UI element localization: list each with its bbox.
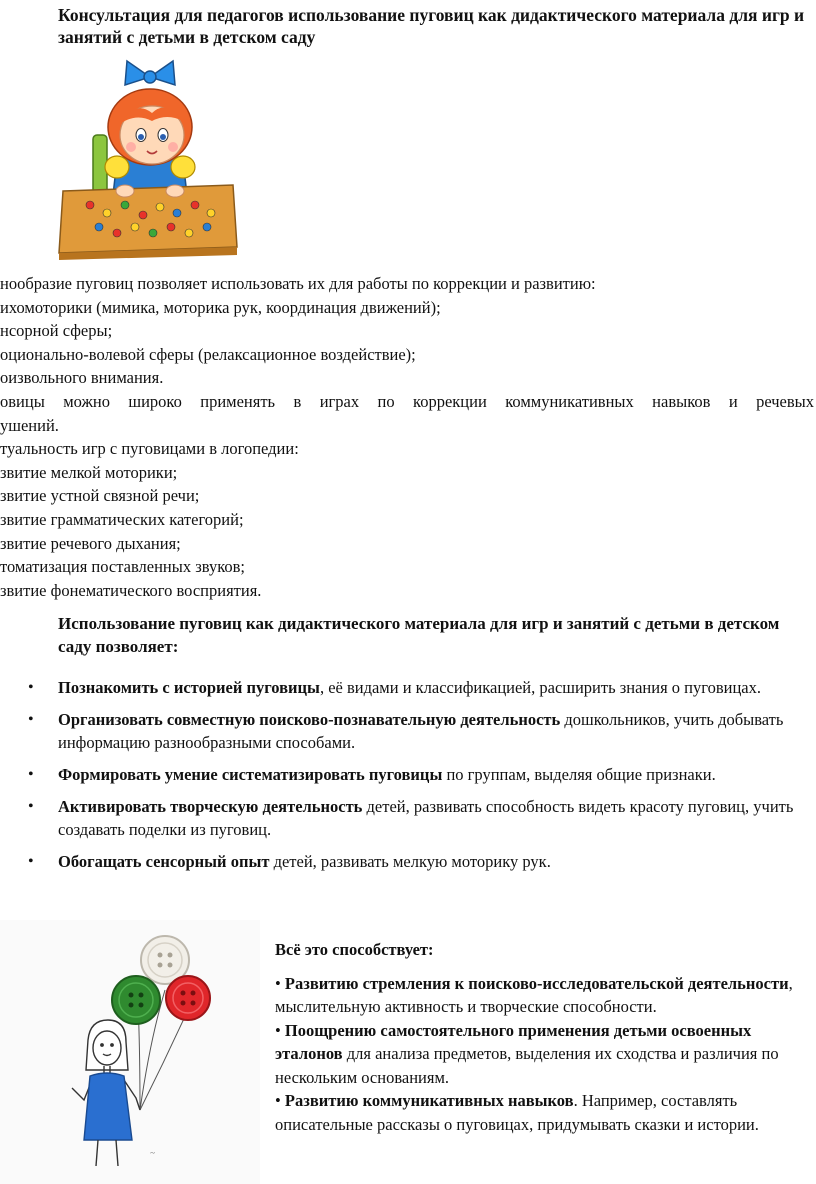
- text-line: звитие речевого дыхания;: [0, 533, 181, 553]
- text-line: звитие мелкой моторики;: [0, 462, 178, 482]
- text-line: нсорной сферы;: [0, 321, 113, 341]
- benefits-list: [0, 676, 816, 882]
- text-line: оизвольного внимания.: [0, 368, 164, 388]
- summary-item: • Развитию стремления к поисково-исследовательской деятельности, мыслительную активность и творческие способности.: [275, 973, 793, 1016]
- girl-with-button-board-illustration: [55, 55, 245, 260]
- list-item: [0, 795, 816, 841]
- summary-item-text: для анализа предметов, выделения их сходства и различия по нескольким основаниям.: [275, 1044, 779, 1087]
- summary-item-bold: Развитию стремления к поисково-исследовательской деятельности: [284, 973, 789, 993]
- summary-item-text: , мыслительную активность и творческие способности.: [275, 973, 793, 1016]
- text-line: звитие фонематического восприятия.: [0, 580, 262, 600]
- girl-with-button-balloons-illustration: [0, 920, 260, 1184]
- list-item-bold: Активировать творческую деятельность: [58, 797, 363, 816]
- list-item-bold: Обогащать сенсорный опыт: [58, 852, 270, 871]
- summary-title: Всё это способствует:: [275, 940, 434, 959]
- list-item-text: дошкольников, учить добывать информацию разнообразными способами.: [58, 710, 784, 752]
- section-subtitle: Использование пуговиц как дидактического материала для игр и занятий с детьми в детском саду позволяет:: [58, 614, 780, 656]
- summary-item: • Поощрению самостоятельного применения детьми освоенных эталонов для анализа предметов, выделения их сходства и различия по нескольким основаниям.: [275, 1020, 779, 1087]
- text-line: звитие грамматических категорий;: [0, 509, 244, 529]
- list-item-bold: Формировать умение систематизировать пуговицы: [58, 765, 443, 784]
- summary-item: • Развитию коммуникативных навыков. Например, составлять описательные рассказы о пуговицах, придумывать сказки и истории.: [275, 1091, 759, 1134]
- text-line: оционально-волевой сферы (релаксационное воздействие);: [0, 344, 416, 364]
- list-item-text: детей, развивать способность видеть красоту пуговиц, учить создавать поделки из пуговиц.: [58, 797, 794, 839]
- svg-text:~: ~: [150, 1148, 155, 1158]
- list-item-bold: Познакомить с историей пуговицы: [58, 678, 320, 697]
- text-line: туальность игр с пуговицами в логопедии:: [0, 439, 299, 459]
- list-item-bold: Организовать совместную поисково-познавательную деятельность: [58, 710, 561, 729]
- summary-item-text: . Например, составлять описательные рассказы о пуговицах, придумывать сказки и истории.: [275, 1091, 759, 1134]
- text-line: ихомоторики (мимика, моторика рук, координация движений);: [0, 297, 441, 317]
- list-item-text: по группам, выделяя общие признаки.: [442, 765, 716, 784]
- list-item: [0, 676, 816, 699]
- list-item-text: детей, развивать мелкую моторику рук.: [269, 852, 551, 871]
- summary-item-bold: Поощрению самостоятельного применения детьми освоенных эталонов: [275, 1020, 752, 1063]
- text-line: нообразие пуговиц позволяет использовать их для работы по коррекции и развитию:: [0, 274, 596, 293]
- list-item-text: , её видами и классификацией, расширить знания о пуговицах.: [319, 678, 762, 697]
- summary-column: [275, 938, 805, 1136]
- summary-item-bold: Развитию коммуникативных навыков: [284, 1091, 574, 1110]
- intro-text-block: [0, 272, 816, 602]
- text-line: ушений.: [0, 415, 59, 435]
- list-item: [0, 708, 816, 754]
- list-item: [0, 763, 816, 786]
- text-line-justified: овицы можно широко применять в играх по коррекции коммуникативных навыков и речевых: [0, 391, 814, 411]
- text-line: звитие устной связной речи;: [0, 486, 200, 506]
- document-title: Консультация для педагогов использование пуговиц как дидактического материала для игр и занятий с детьми в детском саду: [58, 5, 805, 47]
- list-item: [0, 850, 816, 873]
- text-line: томатизация поставленных звуков;: [0, 557, 246, 577]
